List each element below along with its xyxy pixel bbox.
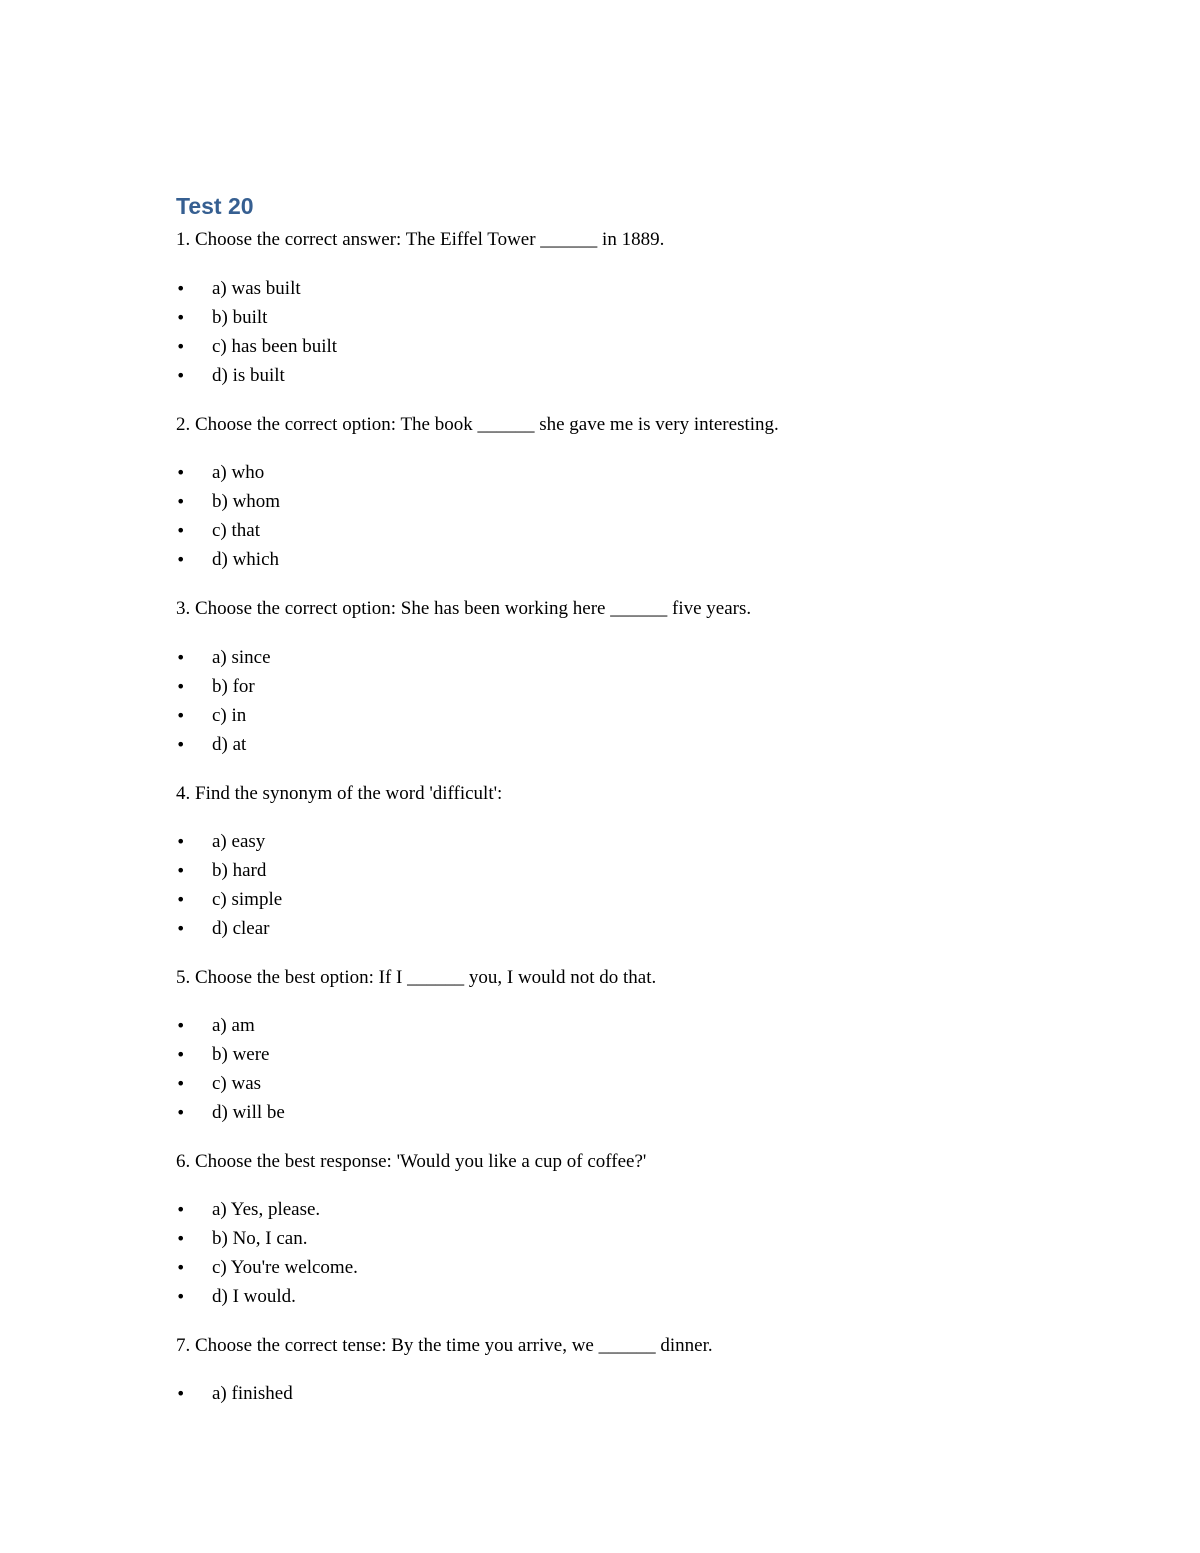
bullet-icon: • bbox=[176, 1384, 186, 1403]
option-text: a) who bbox=[212, 462, 265, 483]
option-text: a) since bbox=[212, 647, 271, 668]
document-title: Test 20 bbox=[176, 193, 254, 219]
bullet-icon: • bbox=[176, 1200, 186, 1219]
bullet-icon: • bbox=[176, 1016, 186, 1035]
option-text: b) hard bbox=[212, 860, 267, 881]
option-text: c) in bbox=[212, 705, 247, 726]
option-text: c) was bbox=[212, 1073, 262, 1094]
bullet-icon: • bbox=[176, 550, 186, 569]
option-text: b) built bbox=[212, 307, 268, 328]
option-text: c) You're welcome. bbox=[212, 1257, 358, 1278]
bullet-icon: • bbox=[176, 677, 186, 696]
option-text: c) has been built bbox=[212, 336, 338, 357]
bullet-icon: • bbox=[176, 463, 186, 482]
bullet-icon: • bbox=[176, 648, 186, 667]
bullet-icon: • bbox=[176, 919, 186, 938]
option-text: d) I would. bbox=[212, 1286, 296, 1307]
bullet-icon: • bbox=[176, 1074, 186, 1093]
option-text: d) will be bbox=[212, 1102, 285, 1123]
bullet-icon: • bbox=[176, 706, 186, 725]
option-text: d) at bbox=[212, 734, 247, 755]
question-6: 6. Choose the best response: 'Would you like a cup of coffee?' bbox=[176, 1151, 647, 1172]
option-text: a) am bbox=[212, 1015, 255, 1036]
bullet-icon: • bbox=[176, 521, 186, 540]
bullet-icon: • bbox=[176, 890, 186, 909]
option-text: c) simple bbox=[212, 889, 283, 910]
option-text: a) was built bbox=[212, 278, 301, 299]
option-text: a) Yes, please. bbox=[212, 1199, 321, 1220]
option-text: b) whom bbox=[212, 491, 281, 512]
option-text: c) that bbox=[212, 520, 261, 541]
bullet-icon: • bbox=[176, 1103, 186, 1122]
option-text: a) easy bbox=[212, 831, 266, 852]
bullet-icon: • bbox=[176, 492, 186, 511]
question-5: 5. Choose the best option: If I ______ you, I would not do that. bbox=[176, 967, 657, 988]
question-4: 4. Find the synonym of the word 'difficult': bbox=[176, 783, 503, 804]
question-2: 2. Choose the correct option: The book ______ she gave me is very interesting. bbox=[176, 414, 779, 435]
question-1: 1. Choose the correct answer: The Eiffel Tower ______ in 1889. bbox=[176, 229, 665, 250]
option-text: d) is built bbox=[212, 365, 285, 386]
option-text: b) No, I can. bbox=[212, 1228, 308, 1249]
bullet-icon: • bbox=[176, 279, 186, 298]
bullet-icon: • bbox=[176, 1045, 186, 1064]
bullet-icon: • bbox=[176, 1258, 186, 1277]
bullet-icon: • bbox=[176, 337, 186, 356]
bullet-icon: • bbox=[176, 366, 186, 385]
bullet-icon: • bbox=[176, 861, 186, 880]
bullet-icon: • bbox=[176, 308, 186, 327]
question-7: 7. Choose the correct tense: By the time you arrive, we ______ dinner. bbox=[176, 1335, 713, 1356]
bullet-icon: • bbox=[176, 1229, 186, 1248]
option-text: b) for bbox=[212, 676, 255, 697]
option-text: d) clear bbox=[212, 918, 270, 939]
bullet-icon: • bbox=[176, 832, 186, 851]
option-text: d) which bbox=[212, 549, 280, 570]
option-text: b) were bbox=[212, 1044, 270, 1065]
bullet-icon: • bbox=[176, 1287, 186, 1306]
bullet-icon: • bbox=[176, 735, 186, 754]
question-3: 3. Choose the correct option: She has been working here ______ five years. bbox=[176, 598, 752, 619]
option-text: a) finished bbox=[212, 1383, 293, 1404]
